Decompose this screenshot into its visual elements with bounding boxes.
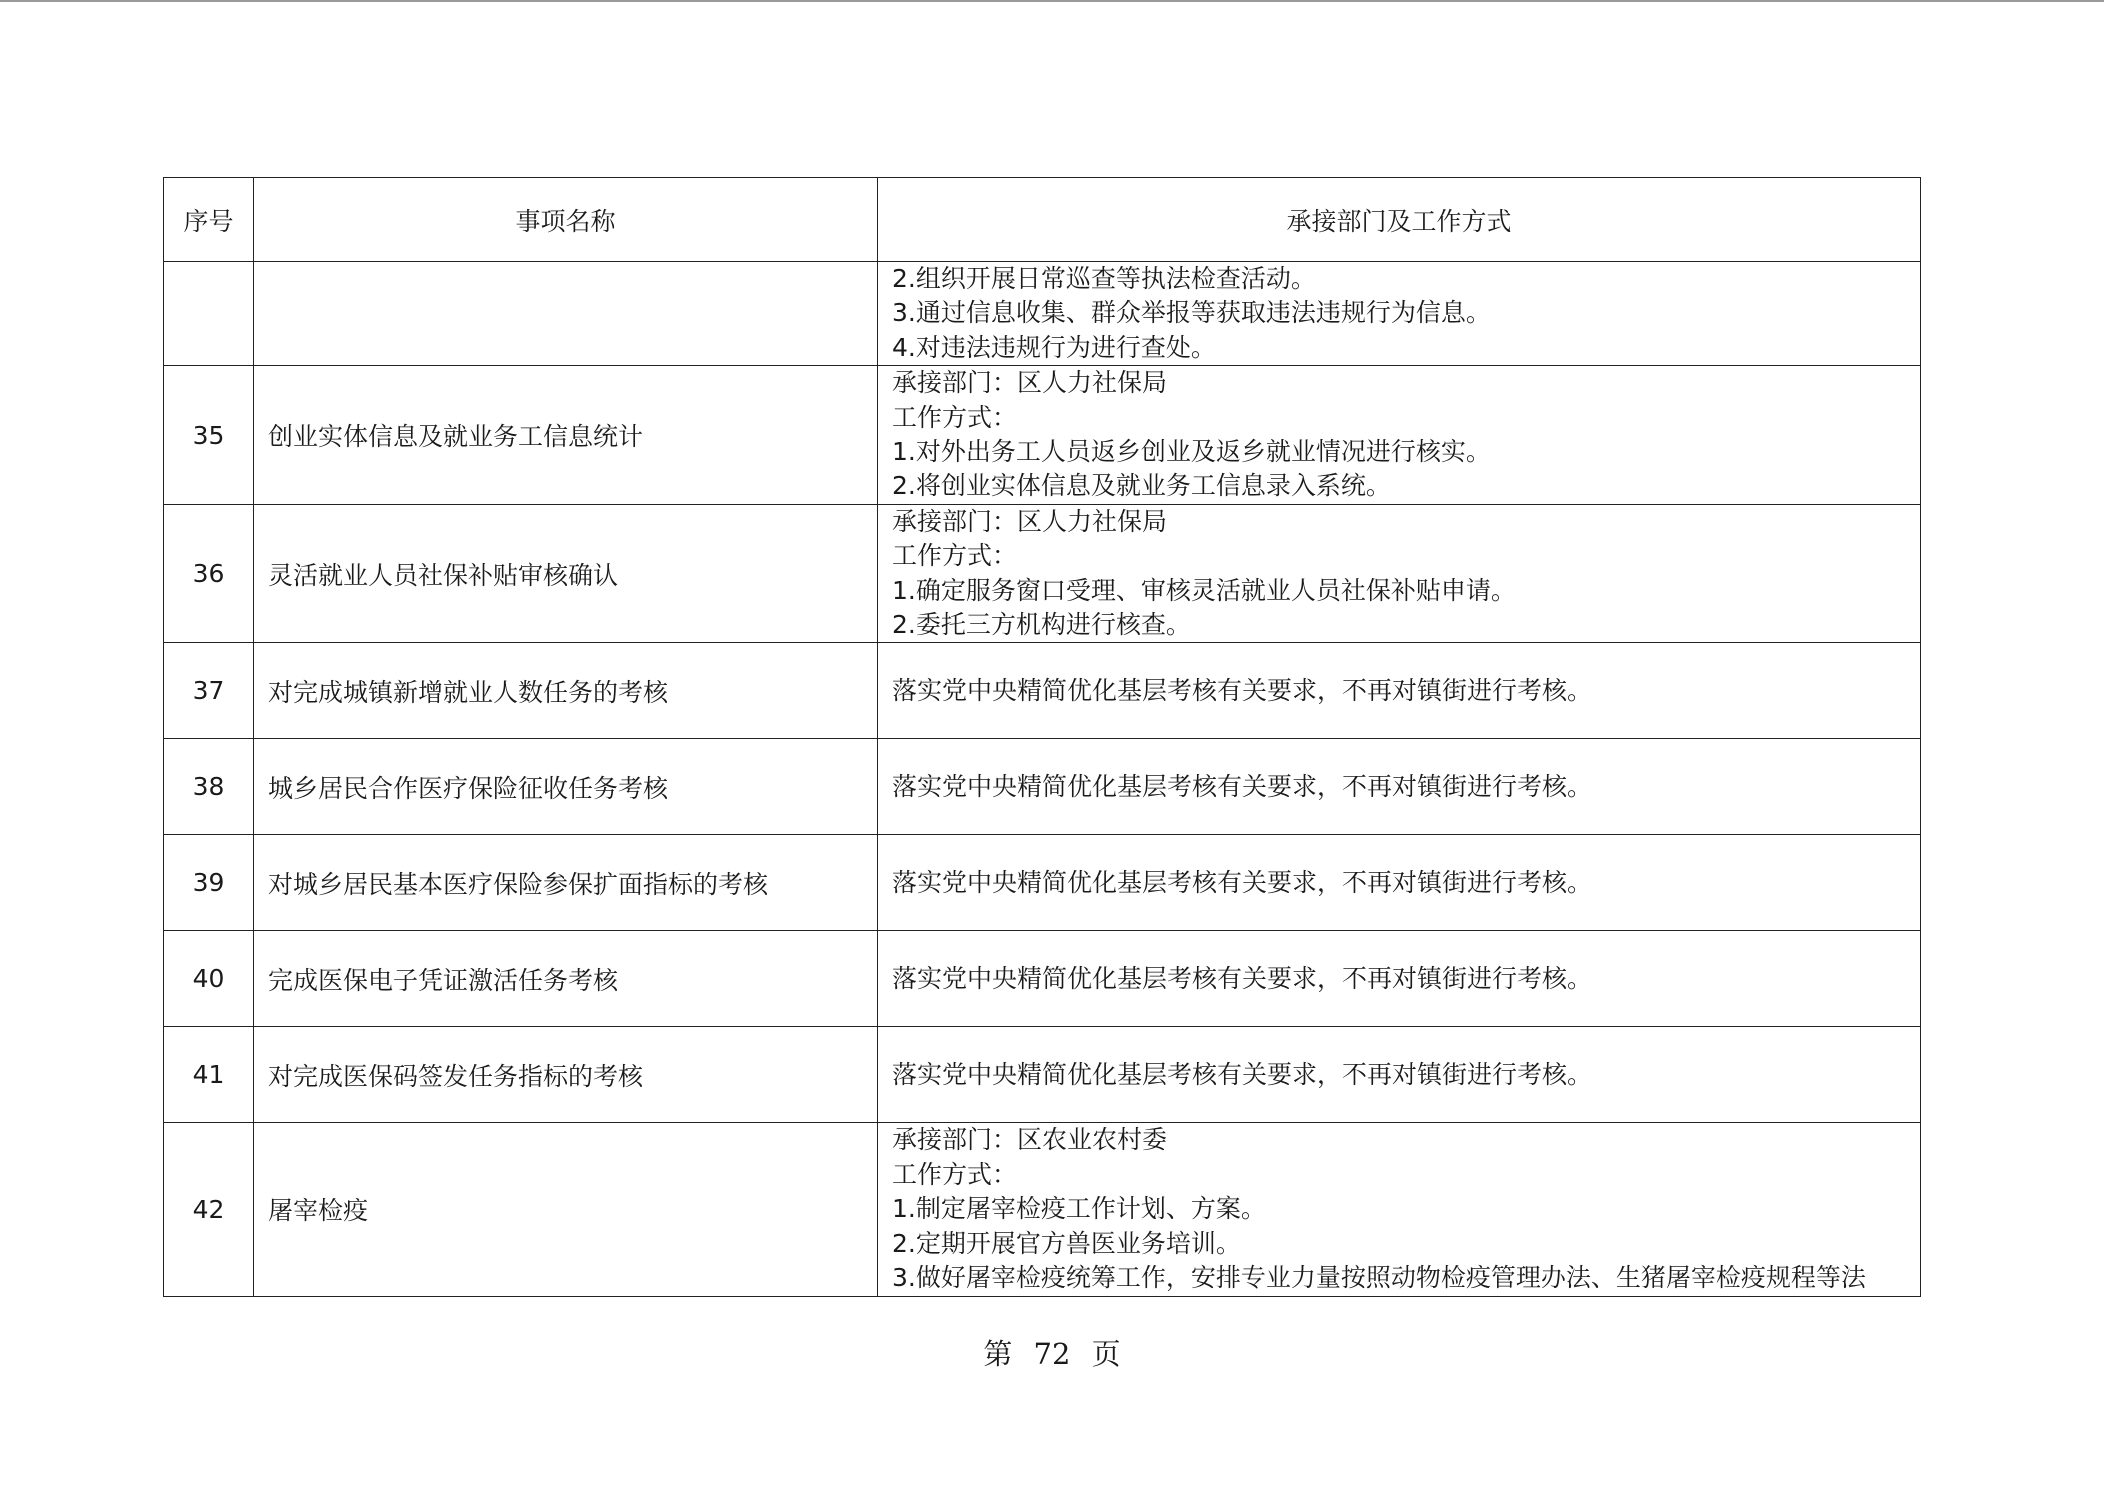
method-line: 3.做好屠宰检疫统筹工作，安排专业力量按照动物检疫管理办法、生猪屠宰检疫规程等法 — [892, 1263, 1866, 1293]
row-number: 36 — [164, 504, 254, 643]
method-line: 落实党中央精简优化基层考核有关要求，不再对镇街进行考核。 — [892, 1059, 1593, 1089]
method-line: 2.将创业实体信息及就业务工信息录入系统。 — [892, 471, 1391, 501]
row-number: 42 — [164, 1123, 254, 1296]
row-method — [878, 366, 1921, 505]
method-line: 承接部门：区人力社保局 — [892, 368, 1168, 398]
page-suffix: 页 — [1091, 1337, 1121, 1371]
table-row — [164, 1123, 1921, 1296]
top-border-line — [0, 0, 2104, 2]
method-line: 4.对违法违规行为进行查处。 — [892, 332, 1216, 362]
row-number: 38 — [164, 739, 254, 835]
method-line: 落实党中央精简优化基层考核有关要求，不再对镇街进行考核。 — [892, 675, 1593, 705]
header-item-name: 事项名称 — [254, 178, 878, 262]
method-line: 1.确定服务窗口受理、审核灵活就业人员社保补贴申请。 — [892, 575, 1516, 605]
row-number: 37 — [164, 643, 254, 739]
row-method — [878, 739, 1921, 835]
row-number — [164, 262, 254, 366]
row-number: 35 — [164, 366, 254, 505]
method-line: 落实党中央精简优化基层考核有关要求，不再对镇街进行考核。 — [892, 771, 1593, 801]
method-line: 3.通过信息收集、群众举报等获取违法违规行为信息。 — [892, 298, 1491, 328]
method-line: 承接部门：区人力社保局 — [892, 506, 1168, 536]
method-line: 工作方式： — [892, 402, 1018, 432]
row-item-name: 对完成城镇新增就业人数任务的考核 — [254, 643, 878, 739]
table-row — [164, 643, 1921, 739]
matters-table — [163, 177, 1921, 1297]
table-row — [164, 262, 1921, 366]
table-row — [164, 739, 1921, 835]
row-number: 41 — [164, 1027, 254, 1123]
row-item-name — [254, 262, 878, 366]
row-method — [878, 262, 1921, 366]
row-item-name: 城乡居民合作医疗保险征收任务考核 — [254, 739, 878, 835]
table-row — [164, 931, 1921, 1027]
method-line: 落实党中央精简优化基层考核有关要求，不再对镇街进行考核。 — [892, 867, 1593, 897]
row-item-name: 完成医保电子凭证激活任务考核 — [254, 931, 878, 1027]
method-line: 工作方式： — [892, 541, 1018, 571]
row-number: 39 — [164, 835, 254, 931]
row-number: 40 — [164, 931, 254, 1027]
page-number: 72 — [1033, 1337, 1071, 1371]
table-header-row — [164, 178, 1921, 262]
table-row — [164, 1027, 1921, 1123]
table-row — [164, 366, 1921, 505]
row-item-name: 灵活就业人员社保补贴审核确认 — [254, 504, 878, 643]
method-line: 2.组织开展日常巡查等执法检查活动。 — [892, 264, 1316, 293]
row-item-name: 屠宰检疫 — [254, 1123, 878, 1296]
method-line: 1.对外出务工人员返乡创业及返乡就业情况进行核实。 — [892, 437, 1491, 467]
page-number-footer — [0, 1332, 2104, 1373]
row-item-name: 对完成医保码签发任务指标的考核 — [254, 1027, 878, 1123]
header-serial-number: 序号 — [164, 178, 254, 262]
header-department-method: 承接部门及工作方式 — [878, 178, 1921, 262]
row-item-name: 创业实体信息及就业务工信息统计 — [254, 366, 878, 505]
method-line: 1.制定屠宰检疫工作计划、方案。 — [892, 1194, 1266, 1224]
method-line: 承接部门：区农业农村委 — [892, 1125, 1168, 1155]
row-method — [878, 931, 1921, 1027]
row-item-name: 对城乡居民基本医疗保险参保扩面指标的考核 — [254, 835, 878, 931]
method-line: 工作方式： — [892, 1159, 1018, 1189]
row-method — [878, 643, 1921, 739]
row-method — [878, 1027, 1921, 1123]
method-line: 落实党中央精简优化基层考核有关要求，不再对镇街进行考核。 — [892, 963, 1593, 993]
row-method — [878, 504, 1921, 643]
row-method — [878, 835, 1921, 931]
table-row — [164, 504, 1921, 643]
table-row — [164, 835, 1921, 931]
page-prefix: 第 — [983, 1337, 1013, 1371]
method-line: 2.定期开展官方兽医业务培训。 — [892, 1228, 1241, 1258]
method-line: 2.委托三方机构进行核查。 — [892, 610, 1191, 640]
row-method — [878, 1123, 1921, 1296]
